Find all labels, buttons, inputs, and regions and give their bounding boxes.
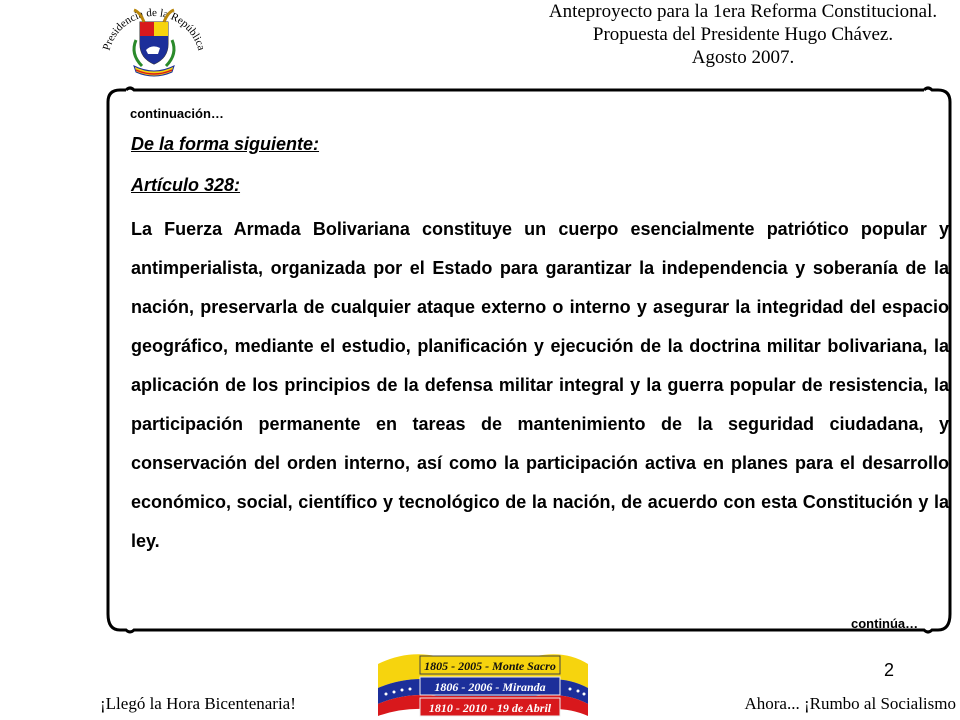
continues-label: continúa… xyxy=(851,616,919,631)
presidency-seal xyxy=(96,0,212,84)
continuation-label: continuación… xyxy=(130,106,224,121)
footer-slogan-right: Ahora... ¡Rumbo al Socialismo xyxy=(744,694,956,713)
intro-heading: De la forma siguiente: xyxy=(131,134,320,154)
banner-line-miranda: 1806 - 2006 - Miranda xyxy=(434,680,546,694)
header-line-proposal: Propuesta del Presidente Hugo Chávez. xyxy=(592,24,894,45)
header-line-title: Anteproyecto para la 1era Reforma Constitucional. xyxy=(548,1,938,22)
document-header xyxy=(528,0,958,69)
page-number: 2 xyxy=(884,660,895,680)
banner-line-19-abril: 1810 - 2010 - 19 de Abril xyxy=(428,701,552,715)
coat-of-arms-icon xyxy=(96,0,212,84)
header-line-date: Agosto 2007. xyxy=(691,47,795,68)
banner-line-monte-sacro: 1805 - 2005 - Monte Sacro xyxy=(424,659,556,673)
article-body: La Fuerza Armada Bolivariana constituye un cuerpo esencialmente patriótico popular y antimperialista, organizada por el Estado para garantizar la independencia y soberanía de la nación, preservarla de cualquier ataque externo o interno y asegurar la integridad del espacio geográfico, mediante el estudio, planificación y ejecución de la doctrina militar bolivariana, la aplicación de los principios de la defensa militar integral y la guerra popular de resistencia, la participación permanente en tareas de mantenimiento de la seguridad ciudadana, y conservación del orden interno, así como la participación activa en planes para el desarrollo económico, social, científico y tecnológico de la nación, de acuerdo con esta Constitución y la ley. xyxy=(131,219,949,551)
footer-slogan-left: ¡Llegó la Hora Bicentenaria! xyxy=(100,694,296,713)
bicentennial-banner xyxy=(376,648,590,720)
seal-text: Presidencia de la República xyxy=(100,6,208,52)
article-title: Artículo 328: xyxy=(131,175,241,195)
